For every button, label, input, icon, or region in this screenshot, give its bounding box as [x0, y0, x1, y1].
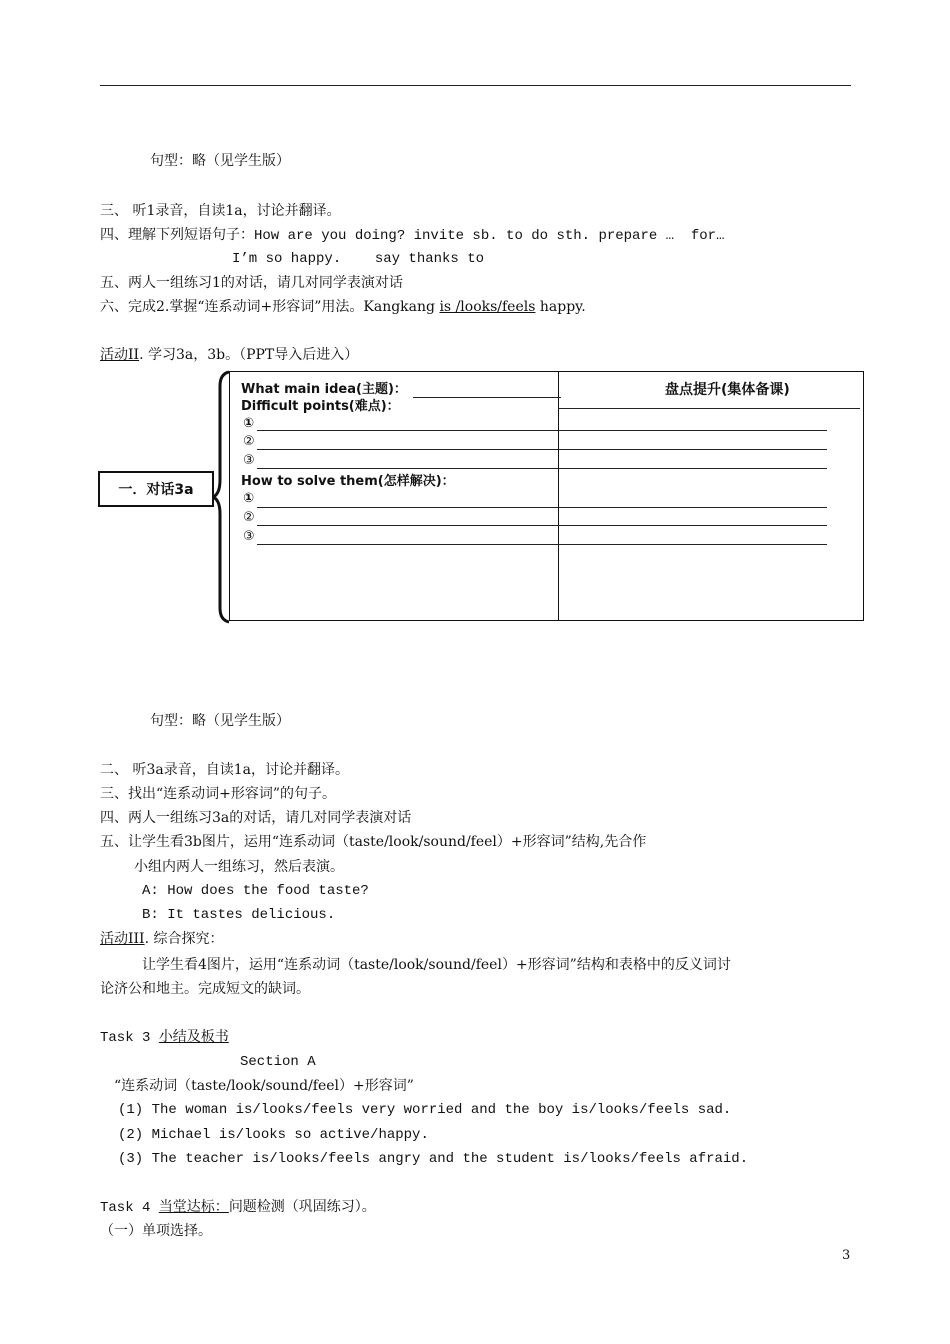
difficult-line-3: [257, 468, 827, 469]
example-3: (3) The teacher is/looks/feels angry and the student is/looks/feels afraid.: [118, 1151, 749, 1167]
difficult-points-label: Difficult points(难点)：: [241, 399, 400, 414]
phrases-text: How are you doing? invite sb. to do sth. prepare … for…: [254, 228, 725, 244]
dialog-3a-label: 一．对话3a: [98, 471, 214, 507]
activity-3-heading: 活动III. 综合探究：: [100, 931, 224, 947]
multiple-choice-heading: （一）单项选择。: [100, 1223, 212, 1239]
step-2-listen-3a: 二、 听3a录音，自读1a，讨论并翻译。: [100, 762, 349, 778]
main-idea-blank: [413, 397, 561, 398]
formula-heading: “连系动词（taste/look/sound/feel）+形容词”: [114, 1078, 414, 1094]
solve-item-1: ①: [243, 491, 255, 506]
step-5-continued: 小组内两人一组练习，然后表演。: [134, 859, 344, 875]
solve-line-2: [257, 525, 827, 526]
activity-3-paragraph-1: 让学生看4图片，运用“连系动词（taste/look/sound/feel）+形容词”结构和表格中的反义词讨: [142, 957, 731, 973]
underlined-verbs: is /looks/feels: [439, 299, 536, 315]
step-3-find: 三、找出“连系动词+形容词”的句子。: [100, 786, 337, 802]
difficult-item-3: ③: [243, 453, 255, 468]
dialog-line-a: A: How does the food taste?: [142, 883, 369, 899]
sentence-pattern-2: 句型：略（见学生版）: [150, 713, 290, 729]
difficult-line-2: [257, 449, 827, 450]
header-rule: [100, 85, 851, 86]
dialog-line-b: B: It tastes delicious.: [142, 907, 336, 923]
solve-item-2: ②: [243, 510, 255, 525]
task-4-heading: Task 4 当堂达标：问题检测（巩固练习）。: [100, 1199, 376, 1216]
example-2: (2) Michael is/looks so active/happy.: [118, 1127, 429, 1143]
step-6-complete: 六、完成2.掌握“连系动词+形容词”用法。Kangkang is /looks/feels happy.: [100, 299, 586, 315]
difficult-item-1: ①: [243, 416, 255, 431]
right-header-rule: [558, 408, 860, 409]
step-4-phrases: 四、理解下列短语句子：How are you doing? invite sb. to do sth. prepare … for…: [100, 227, 725, 244]
right-column-header: 盘点提升(集体备课): [665, 382, 790, 398]
main-idea-label: What main idea(主题)：: [241, 382, 407, 397]
section-a-label: Section A: [240, 1054, 316, 1070]
sentence-pattern-1: 句型：略（见学生版）: [150, 153, 290, 169]
step-4-phrases-line2: I’m so happy. say thanks to: [232, 251, 485, 267]
task-3-heading: Task 3 小结及板书: [100, 1029, 229, 1046]
solve-item-3: ③: [243, 529, 255, 544]
step-5-pair-practice: 五、两人一组练习1的对话，请几对同学表演对话: [100, 275, 403, 291]
step-4-pair-3a: 四、两人一组练习3a的对话，请几对同学表演对话: [100, 810, 412, 826]
difficult-line-1: [257, 430, 827, 431]
step-3-listen: 三、 听1录音，自读1a，讨论并翻译。: [100, 203, 341, 219]
solve-line-1: [257, 507, 827, 508]
difficult-item-2: ②: [243, 434, 255, 449]
activity-3-paragraph-2: 论济公和地主。完成短文的缺词。: [100, 981, 310, 997]
activity-2-heading: 活动II. 学习3a，3b。（PPT导入后进入）: [100, 347, 359, 363]
how-to-solve-label: How to solve them(怎样解决)：: [241, 474, 455, 489]
example-1: (1) The woman is/looks/feels very worried and the boy is/looks/feels sad.: [118, 1102, 732, 1118]
solve-line-3: [257, 544, 827, 545]
step-5-pictures: 五、让学生看3b图片，运用“连系动词（taste/look/sound/feel）+形容词”结构,先合作: [100, 834, 647, 850]
page-number: 3: [842, 1248, 851, 1263]
